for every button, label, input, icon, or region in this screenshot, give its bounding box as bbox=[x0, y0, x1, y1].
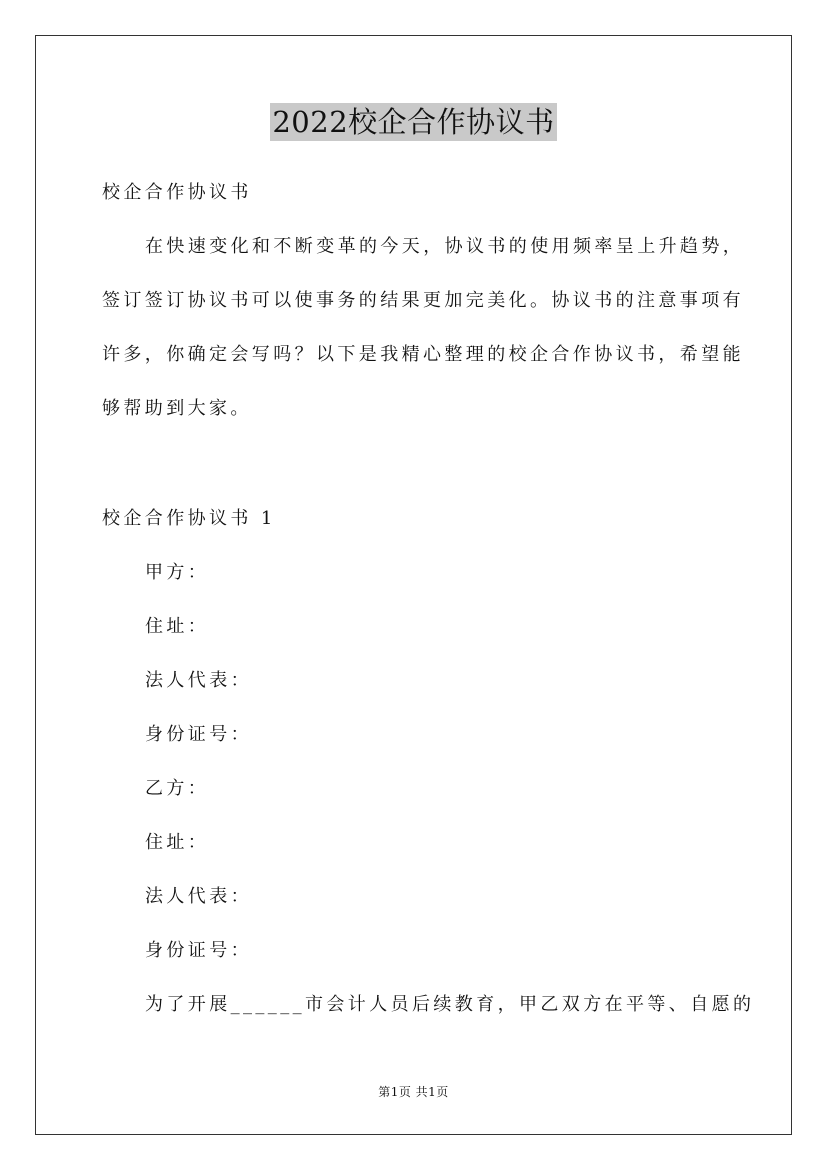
body-paragraph-line: 为了开展______市会计人员后续教育，甲乙双方在平等、自愿的 bbox=[145, 994, 755, 1015]
party-b-id-label: 身份证号： bbox=[145, 940, 252, 961]
party-a-address-label: 住址： bbox=[145, 616, 210, 637]
intro-line-2: 签订签订协议书可以使事务的结果更加完美化。协议书的注意事项有 bbox=[102, 290, 744, 311]
document-title: 2022校企合作协议书 bbox=[272, 105, 555, 139]
intro-line-4: 够帮助到大家。 bbox=[102, 398, 252, 419]
party-b-address-label: 住址： bbox=[145, 832, 210, 853]
intro-line-3: 许多，你确定会写吗？以下是我精心整理的校企合作协议书，希望能 bbox=[102, 344, 744, 365]
party-a-legal-rep-label: 法人代表： bbox=[145, 670, 252, 691]
party-a-label: 甲方： bbox=[145, 562, 210, 583]
title-container bbox=[0, 103, 827, 141]
party-b-legal-rep-label: 法人代表： bbox=[145, 886, 252, 907]
intro-line-1: 在快速变化和不断变革的今天，协议书的使用频率呈上升趋势， bbox=[145, 236, 745, 257]
section-title: 校企合作协议书 1 bbox=[102, 508, 276, 529]
page-footer: 第1页 共1页 bbox=[378, 1085, 449, 1099]
party-a-id-label: 身份证号： bbox=[145, 724, 252, 745]
document-heading: 校企合作协议书 bbox=[102, 182, 252, 203]
party-b-label: 乙方： bbox=[145, 778, 210, 799]
